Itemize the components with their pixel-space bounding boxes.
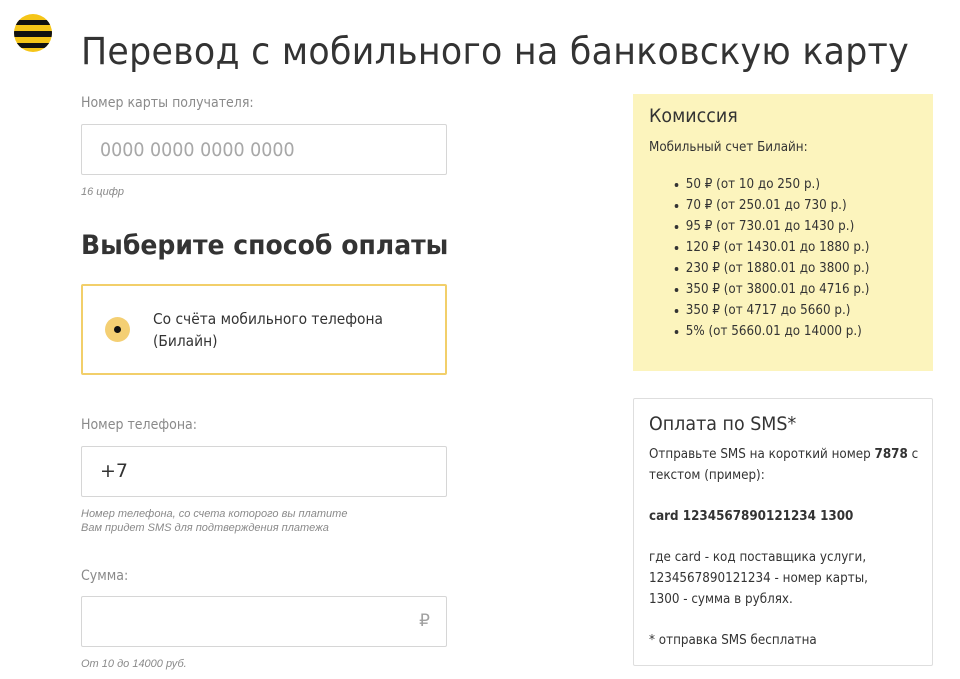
sms-example: [649, 506, 853, 527]
amount-label: Сумма:: [81, 568, 129, 584]
sms-instruction-suffix: с: [907, 447, 919, 462]
sms-title: Оплата по SMS*: [649, 413, 797, 435]
beeline-logo-icon[interactable]: [14, 14, 52, 52]
page-title: Перевод с мобильного на банковскую карту: [81, 30, 909, 73]
sms-instruction-prefix: Отправьте SMS на короткий номер: [649, 447, 875, 462]
commission-list: [671, 174, 887, 342]
amount-hint: От 10 до 14000 руб.: [81, 658, 187, 670]
card-number-placeholder: 0000 0000 0000 0000: [100, 139, 295, 161]
commission-item: 95 ₽ (от 730.01 до 1430 р.): [671, 216, 869, 237]
sms-explain-3: 1300 - сумма в рублях.: [649, 592, 793, 607]
phone-value: +7: [100, 460, 129, 482]
radio-selected-icon[interactable]: [105, 317, 130, 342]
ruble-icon: ₽: [419, 611, 430, 631]
payment-option-line2: (Билайн): [153, 332, 218, 350]
card-number-hint: 16 цифр: [81, 186, 125, 198]
sms-short-number: 7878: [874, 447, 908, 462]
sms-payment-panel: [633, 398, 933, 666]
sms-instruction-line1: [649, 444, 918, 465]
commission-item: 350 ₽ (от 3800.01 до 4716 р.): [671, 279, 869, 300]
payment-option-line1: Со счёта мобильного телефона: [153, 310, 383, 328]
commission-panel: [633, 94, 933, 371]
commission-subtitle: Мобильный счет Билайн:: [649, 140, 808, 155]
card-number-input[interactable]: [81, 124, 447, 175]
phone-label: Номер телефона:: [81, 417, 198, 433]
payment-method-title: Выберите способ оплаты: [81, 230, 449, 261]
card-number-label: Номер карты получателя:: [81, 95, 254, 111]
amount-input[interactable]: [81, 596, 447, 647]
commission-item: 5% (от 5660.01 до 14000 р.): [671, 321, 869, 342]
phone-hint-1: Номер телефона, со счета которого вы платите: [81, 508, 348, 520]
phone-hint-2: Вам придет SMS для подтверждения платежа: [81, 522, 329, 534]
commission-title: Комиссия: [649, 105, 738, 127]
commission-item: 230 ₽ (от 1880.01 до 3800 р.): [671, 258, 869, 279]
phone-input[interactable]: [81, 446, 447, 497]
sms-note: * отправка SMS бесплатна: [649, 633, 817, 648]
commission-item: 50 ₽ (от 10 до 250 р.): [671, 174, 869, 195]
sms-example-text: card 1234567890121234 1300: [649, 509, 854, 524]
payment-option-mobile[interactable]: [81, 284, 447, 375]
sms-explain-1: где card - код поставщика услуги,: [649, 550, 867, 565]
sms-instruction-line2: текстом (пример):: [649, 468, 765, 483]
commission-item: 350 ₽ (от 4717 до 5660 р.): [671, 300, 869, 321]
commission-item: 120 ₽ (от 1430.01 до 1880 р.): [671, 237, 869, 258]
payment-option-label: [153, 308, 429, 352]
commission-item: 70 ₽ (от 250.01 до 730 р.): [671, 195, 869, 216]
sms-explain-2: 1234567890121234 - номер карты,: [649, 571, 868, 586]
